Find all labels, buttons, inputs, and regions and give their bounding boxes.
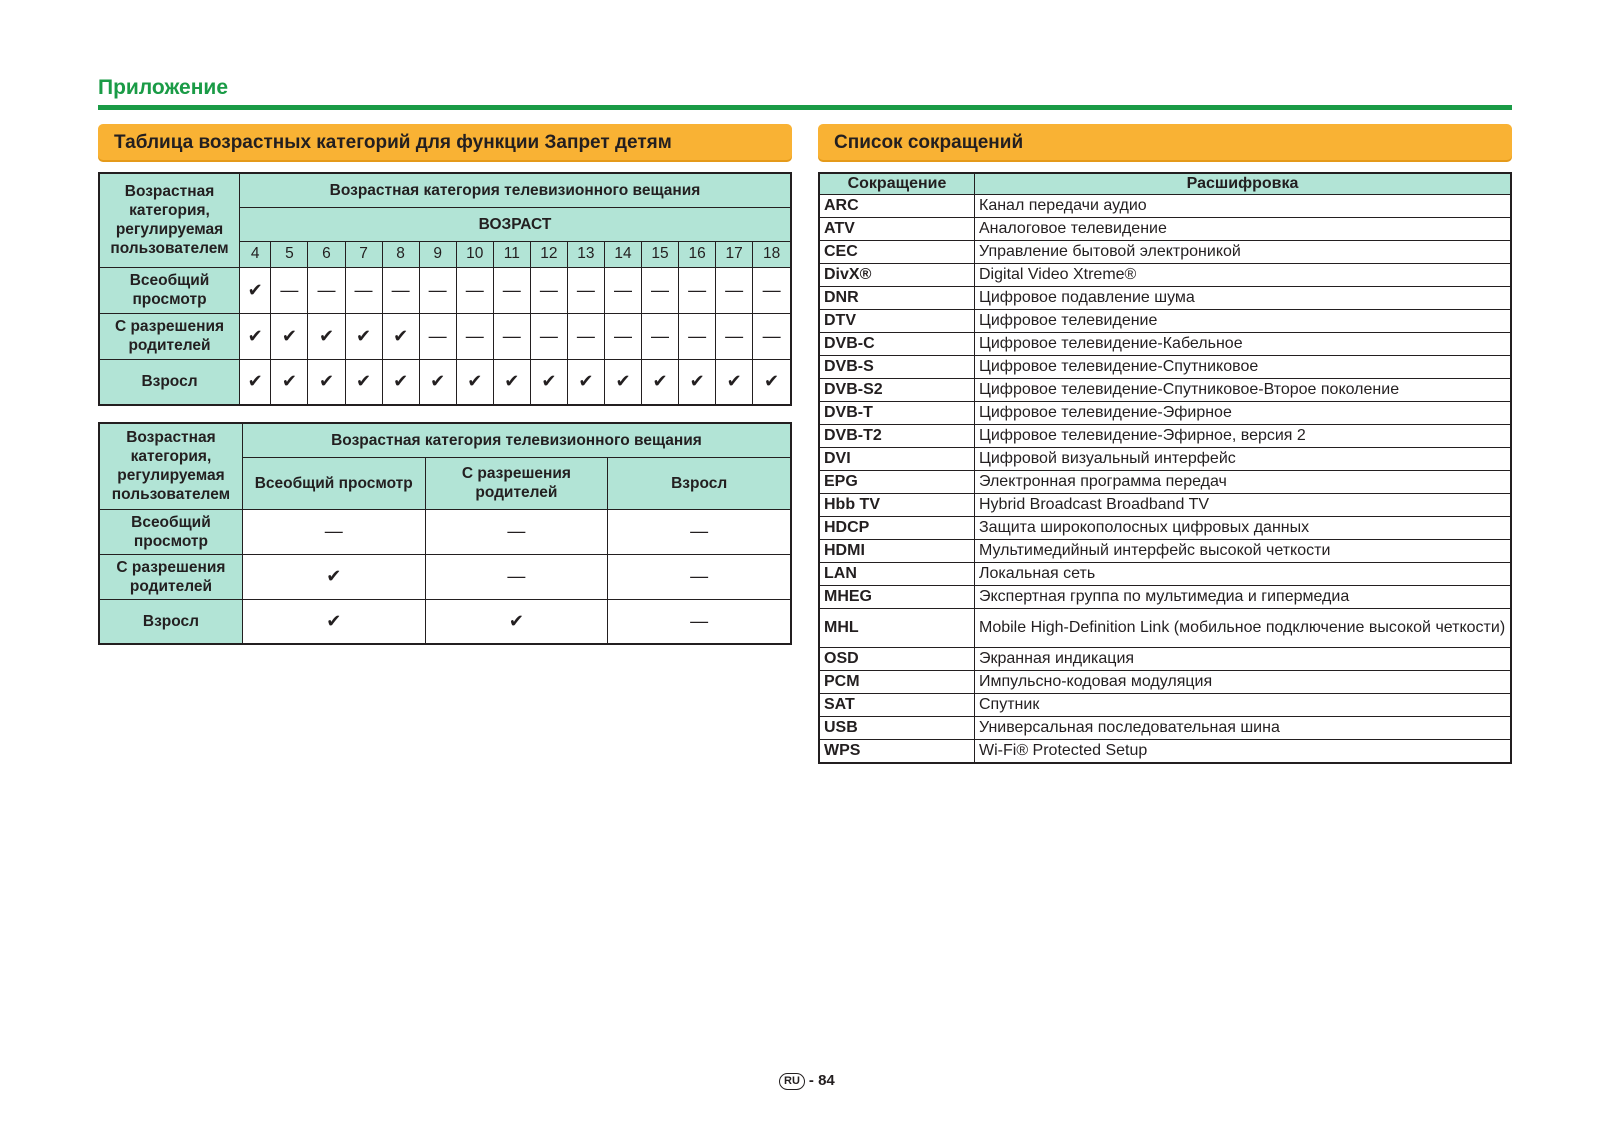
dash-mark: — [493, 267, 530, 313]
check-mark-icon: ✔ [419, 359, 456, 405]
dash-mark: — [604, 313, 641, 359]
age-column-header: 5 [271, 241, 308, 267]
check-mark-icon: ✔ [716, 359, 753, 405]
table1-row [99, 267, 791, 313]
abbreviation-definition: Цифровой визуальный интерфейс [975, 448, 1512, 471]
age-column-header: 4 [240, 241, 271, 267]
abbreviation-row [819, 717, 1511, 740]
check-mark-icon: ✔ [240, 313, 271, 359]
abbreviation-term: WPS [819, 740, 975, 764]
abbreviation-row [819, 517, 1511, 540]
table1-row [99, 313, 791, 359]
page-separator: - [808, 1072, 814, 1089]
abbreviation-row [819, 425, 1511, 448]
dash-mark: — [530, 313, 567, 359]
table2-broadcast-header: Возрастная категория телевизионного вещания [242, 423, 791, 457]
age-rating-table [98, 172, 792, 406]
check-mark-icon: ✔ [753, 359, 791, 405]
abbreviation-row [819, 671, 1511, 694]
abbreviation-row [819, 740, 1511, 764]
dash-mark: — [567, 267, 604, 313]
abbreviation-definition: Hybrid Broadcast Broadband TV [975, 494, 1512, 517]
age-column-header: 6 [308, 241, 345, 267]
dash-mark: — [608, 509, 791, 554]
abbreviation-definition: Мультимедийный интерфейс высокой четкости [975, 540, 1512, 563]
abbreviation-term: CEC [819, 241, 975, 264]
abbreviation-row [819, 356, 1511, 379]
category-compatibility-table [98, 422, 792, 645]
abbreviation-row [819, 609, 1511, 648]
check-mark-icon: ✔ [240, 267, 271, 313]
dash-mark: — [608, 599, 791, 644]
abbreviation-term: DVI [819, 448, 975, 471]
dash-mark: — [242, 509, 425, 554]
page-number: 84 [818, 1072, 835, 1089]
abbreviation-definition: Экспертная группа по мультимедиа и гипермедиа [975, 586, 1512, 609]
dash-mark: — [382, 267, 419, 313]
table2-row [99, 599, 791, 644]
age-column-header: 9 [419, 241, 456, 267]
abbreviation-row [819, 563, 1511, 586]
age-column-header: 18 [753, 241, 791, 267]
dash-mark: — [679, 313, 716, 359]
language-badge: RU [779, 1073, 805, 1090]
check-mark-icon: ✔ [604, 359, 641, 405]
dash-mark: — [642, 267, 679, 313]
table1-row-label: С разрешения родителей [99, 313, 240, 359]
abbreviation-definition: Цифровое телевидение-Эфирное, версия 2 [975, 425, 1512, 448]
check-mark-icon: ✔ [308, 359, 345, 405]
abbreviations-table [818, 172, 1512, 764]
abbreviation-definition: Цифровое телевидение-Эфирное [975, 402, 1512, 425]
check-mark-icon: ✔ [271, 313, 308, 359]
table1-age-header: ВОЗРАСТ [240, 207, 792, 241]
abbreviations-heading: Список сокращений [834, 132, 1024, 153]
age-column-header: 14 [604, 241, 641, 267]
abbreviation-row [819, 264, 1511, 287]
abbreviation-definition: Цифровое телевидение-Кабельное [975, 333, 1512, 356]
abbreviation-row [819, 586, 1511, 609]
check-mark-icon: ✔ [271, 359, 308, 405]
check-mark-icon: ✔ [679, 359, 716, 405]
abbreviation-definition: Импульсно-кодовая модуляция [975, 671, 1512, 694]
abbreviation-row [819, 648, 1511, 671]
check-mark-icon: ✔ [345, 313, 382, 359]
abbreviation-definition: Цифровое телевидение-Спутниковое-Второе поколение [975, 379, 1512, 402]
check-mark-icon: ✔ [382, 313, 419, 359]
check-mark-icon: ✔ [242, 554, 425, 599]
abbreviation-row [819, 694, 1511, 717]
abbreviations-heading-band [818, 124, 1512, 160]
check-mark-icon: ✔ [242, 599, 425, 644]
section-title: Приложение [98, 76, 229, 99]
abbreviation-term: HDCP [819, 517, 975, 540]
table2-column-header: С разрешения родителей [425, 457, 608, 509]
abbreviation-row [819, 448, 1511, 471]
check-mark-icon: ✔ [530, 359, 567, 405]
check-mark-icon: ✔ [240, 359, 271, 405]
abbreviation-row [819, 310, 1511, 333]
dash-mark: — [425, 554, 608, 599]
dash-mark: — [425, 509, 608, 554]
abbreviation-term: DNR [819, 287, 975, 310]
dash-mark: — [345, 267, 382, 313]
abbreviation-definition: Экранная индикация [975, 648, 1512, 671]
abbreviation-term: EPG [819, 471, 975, 494]
abbreviation-definition: Цифровое телевидение-Спутниковое [975, 356, 1512, 379]
page-footer [779, 1072, 835, 1090]
check-mark-icon: ✔ [308, 313, 345, 359]
dash-mark: — [753, 267, 791, 313]
abbreviation-term: DVB-S [819, 356, 975, 379]
abbreviation-definition: Локальная сеть [975, 563, 1512, 586]
dash-mark: — [456, 313, 493, 359]
abbreviation-row [819, 287, 1511, 310]
check-mark-icon: ✔ [456, 359, 493, 405]
abbreviation-definition: Защита широкополосных цифровых данных [975, 517, 1512, 540]
table2-corner-header: Возрастная категория, регулируемая пользователем [99, 423, 242, 509]
abbreviation-term: DivX® [819, 264, 975, 287]
dash-mark: — [679, 267, 716, 313]
age-column-header: 17 [716, 241, 753, 267]
abbreviation-term: DVB-T2 [819, 425, 975, 448]
check-mark-icon: ✔ [425, 599, 608, 644]
table1-row [99, 359, 791, 405]
abbreviation-row [819, 379, 1511, 402]
table1-corner-header: Возрастная категория, регулируемая пользователем [99, 173, 240, 267]
parental-table-heading-band [98, 124, 792, 160]
check-mark-icon: ✔ [642, 359, 679, 405]
abbreviation-definition: Канал передачи аудио [975, 195, 1512, 218]
dash-mark: — [419, 267, 456, 313]
dash-mark: — [608, 554, 791, 599]
check-mark-icon: ✔ [567, 359, 604, 405]
table2-column-header: Взросл [608, 457, 791, 509]
abbreviation-term: USB [819, 717, 975, 740]
abbreviation-row [819, 402, 1511, 425]
age-column-header: 13 [567, 241, 604, 267]
dash-mark: — [567, 313, 604, 359]
dash-mark: — [530, 267, 567, 313]
table1-row-label: Взросл [99, 359, 240, 405]
dash-mark: — [308, 267, 345, 313]
check-mark-icon: ✔ [493, 359, 530, 405]
abbreviation-term: LAN [819, 563, 975, 586]
abbreviation-definition: Цифровое подавление шума [975, 287, 1512, 310]
parental-table-heading: Таблица возрастных категорий для функции Запрет детям [114, 132, 672, 153]
age-column-header: 16 [679, 241, 716, 267]
dash-mark: — [604, 267, 641, 313]
age-column-header: 7 [345, 241, 382, 267]
abbreviation-term: ATV [819, 218, 975, 241]
abbreviation-term: DVB-T [819, 402, 975, 425]
abbreviation-term: MHL [819, 609, 975, 648]
abbreviation-row [819, 241, 1511, 264]
abbreviation-definition: Аналоговое телевидение [975, 218, 1512, 241]
dash-mark: — [419, 313, 456, 359]
age-column-header: 8 [382, 241, 419, 267]
abbreviation-term: Hbb TV [819, 494, 975, 517]
dash-mark: — [716, 267, 753, 313]
abbreviation-definition: Электронная программа передач [975, 471, 1512, 494]
abbreviation-term: DVB-S2 [819, 379, 975, 402]
dash-mark: — [456, 267, 493, 313]
abbr-column-header: Сокращение [819, 173, 975, 195]
table2-row-label: С разрешения родителей [99, 554, 242, 599]
table2-row [99, 509, 791, 554]
dash-mark: — [642, 313, 679, 359]
abbreviation-term: DTV [819, 310, 975, 333]
section-divider [98, 105, 1512, 110]
table2-row-label: Всеобщий просмотр [99, 509, 242, 554]
table1-broadcast-header: Возрастная категория телевизионного вещания [240, 173, 792, 207]
abbreviation-term: DVB-C [819, 333, 975, 356]
desc-column-header: Расшифровка [975, 173, 1512, 195]
abbreviation-definition: Digital Video Xtreme® [975, 264, 1512, 287]
age-column-header: 12 [530, 241, 567, 267]
dash-mark: — [493, 313, 530, 359]
abbreviation-term: OSD [819, 648, 975, 671]
abbreviation-row [819, 218, 1511, 241]
table2-row [99, 554, 791, 599]
abbreviation-definition: Управление бытовой электроникой [975, 241, 1512, 264]
abbreviation-term: MHEG [819, 586, 975, 609]
abbreviation-term: PCM [819, 671, 975, 694]
check-mark-icon: ✔ [382, 359, 419, 405]
abbreviation-definition: Wi-Fi® Protected Setup [975, 740, 1512, 764]
abbreviation-row [819, 195, 1511, 218]
table2-column-header: Всеобщий просмотр [242, 457, 425, 509]
age-column-header: 15 [642, 241, 679, 267]
abbreviation-row [819, 540, 1511, 563]
dash-mark: — [753, 313, 791, 359]
age-column-header: 10 [456, 241, 493, 267]
abbreviation-definition: Цифровое телевидение [975, 310, 1512, 333]
abbreviation-term: SAT [819, 694, 975, 717]
abbreviation-term: HDMI [819, 540, 975, 563]
abbreviation-definition: Универсальная последовательная шина [975, 717, 1512, 740]
table1-row-label: Всеобщий просмотр [99, 267, 240, 313]
age-column-header: 11 [493, 241, 530, 267]
dash-mark: — [271, 267, 308, 313]
dash-mark: — [716, 313, 753, 359]
abbreviation-definition: Спутник [975, 694, 1512, 717]
abbreviation-row [819, 333, 1511, 356]
table2-row-label: Взросл [99, 599, 242, 644]
abbreviation-row [819, 494, 1511, 517]
abbreviation-definition: Mobile High-Definition Link (мобильное подключение высокой четкости) [975, 609, 1512, 648]
abbreviation-row [819, 471, 1511, 494]
check-mark-icon: ✔ [345, 359, 382, 405]
abbreviation-term: ARC [819, 195, 975, 218]
